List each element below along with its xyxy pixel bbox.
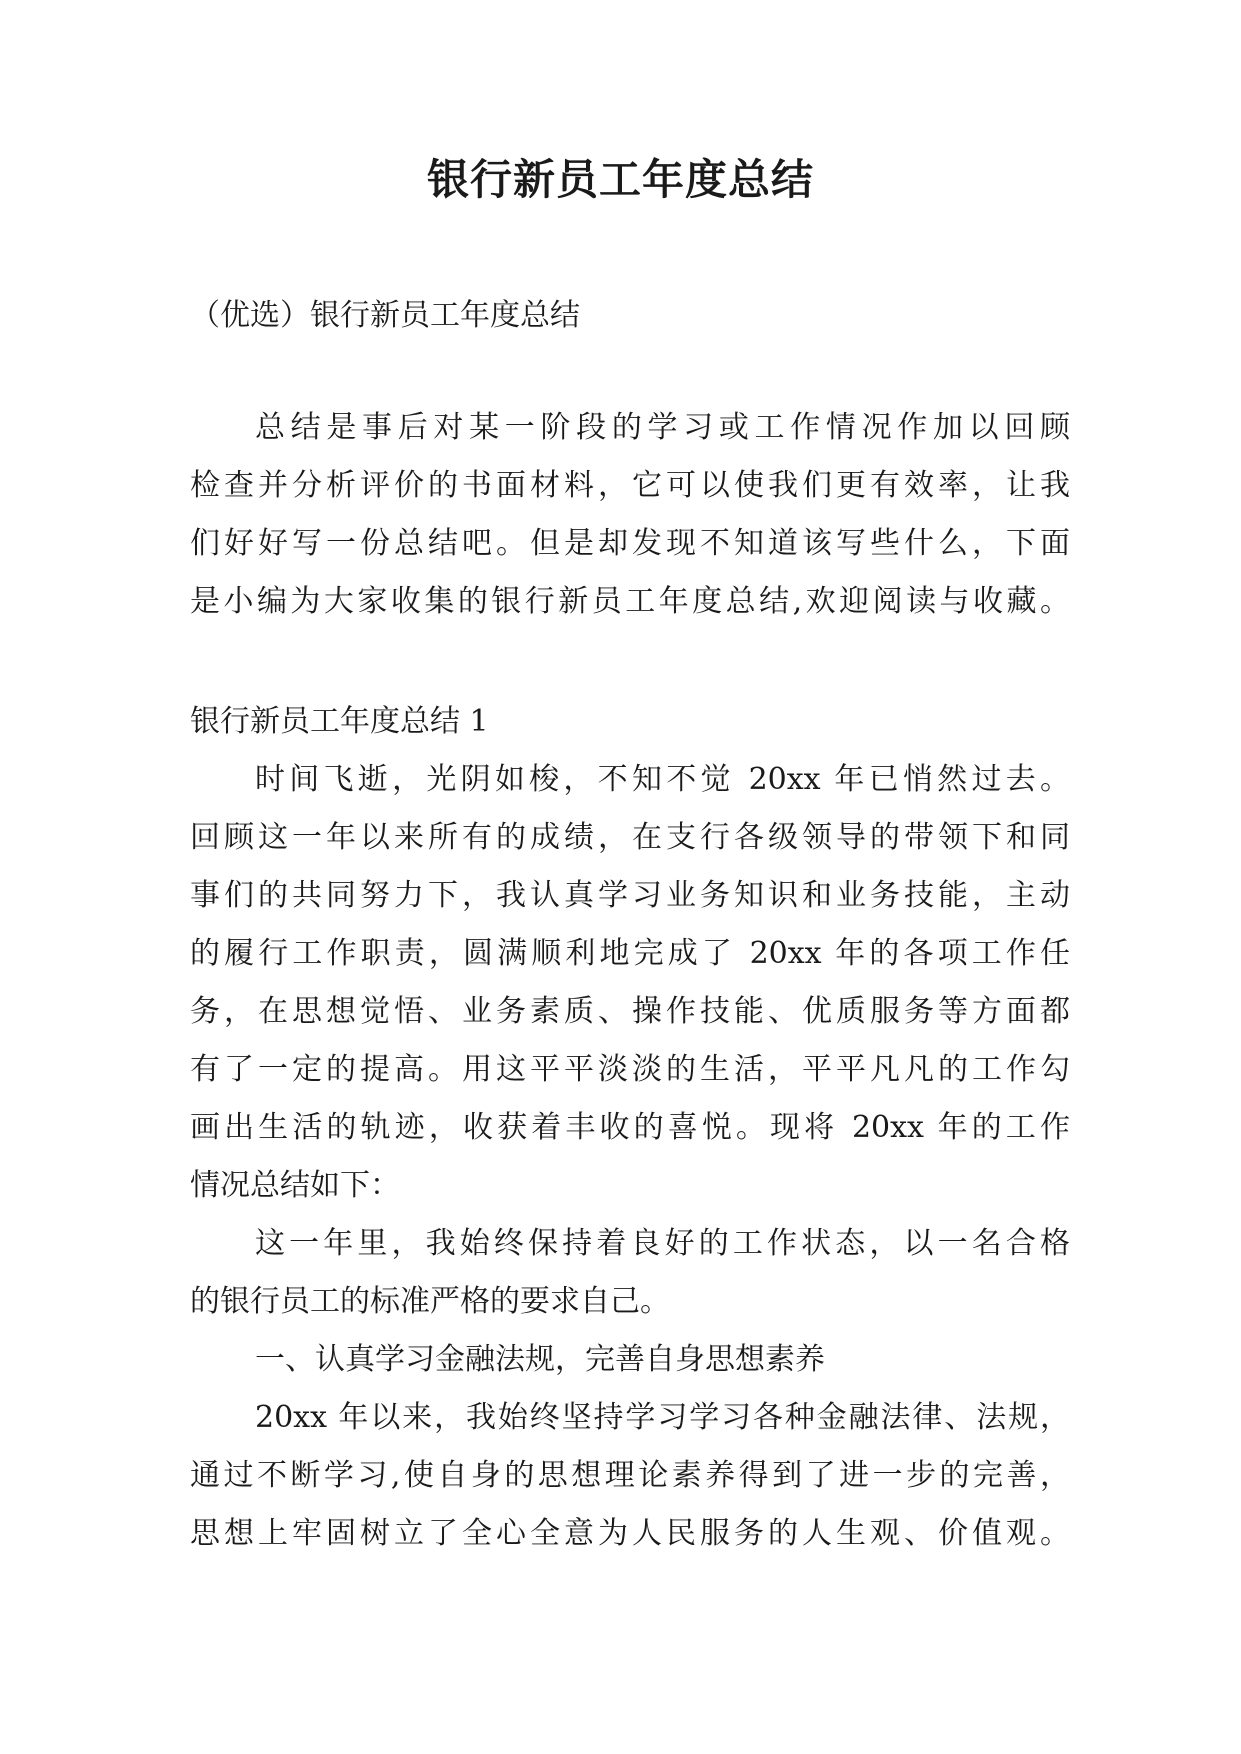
paragraph-line: 回顾这一年以来所有的成绩，在支行各级领导的带领下和同 <box>190 820 1070 855</box>
paragraph-line: 情况总结如下： <box>190 1168 400 1203</box>
paragraph-line: 画出生活的轨迹，收获着丰收的喜悦。现将 20xx 年的工作 <box>190 1110 1070 1145</box>
paragraph-line: 思想上牢固树立了全心全意为人民服务的人生观、价值观。 <box>190 1516 1070 1551</box>
paragraph-line: 这一年里，我始终保持着良好的工作状态，以一名合格 <box>255 1226 1070 1261</box>
paragraph-line: 时间飞逝，光阴如梭，不知不觉 20xx 年已悄然过去。 <box>255 762 1070 797</box>
paragraph-line: 事们的共同努力下，我认真学习业务知识和业务技能，主动 <box>190 878 1070 913</box>
paragraph-line: 20xx 年以来，我始终坚持学习学习各种金融法律、法规， <box>255 1400 1070 1435</box>
intro-line: 是小编为大家收集的银行新员工年度总结,欢迎阅读与收藏。 <box>190 584 1070 619</box>
paragraph-line: 务，在思想觉悟、业务素质、操作技能、优质服务等方面都 <box>190 994 1070 1029</box>
intro-line: 总结是事后对某一阶段的学习或工作情况作加以回顾 <box>255 410 1070 445</box>
paragraph-line: 通过不断学习,使自身的思想理论素养得到了进一步的完善， <box>190 1458 1070 1493</box>
intro-line: 们好好写一份总结吧。但是却发现不知道该写些什么，下面 <box>190 526 1070 561</box>
intro-line: 检查并分析评价的书面材料，它可以使我们更有效率，让我 <box>190 468 1070 503</box>
paragraph-line: 的履行工作职责，圆满顺利地完成了 20xx 年的各项工作任 <box>190 936 1070 971</box>
paragraph-line: 有了一定的提高。用这平平淡淡的生活，平平凡凡的工作勾 <box>190 1052 1070 1087</box>
paragraph-line: 的银行员工的标准严格的要求自己。 <box>190 1284 670 1319</box>
document-title: 银行新员工年度总结 <box>426 155 814 204</box>
document-subtitle: （优选）银行新员工年度总结 <box>190 298 580 333</box>
section-heading: 银行新员工年度总结 1 <box>190 704 489 739</box>
subheading: 一、认真学习金融法规，完善自身思想素养 <box>255 1342 825 1377</box>
